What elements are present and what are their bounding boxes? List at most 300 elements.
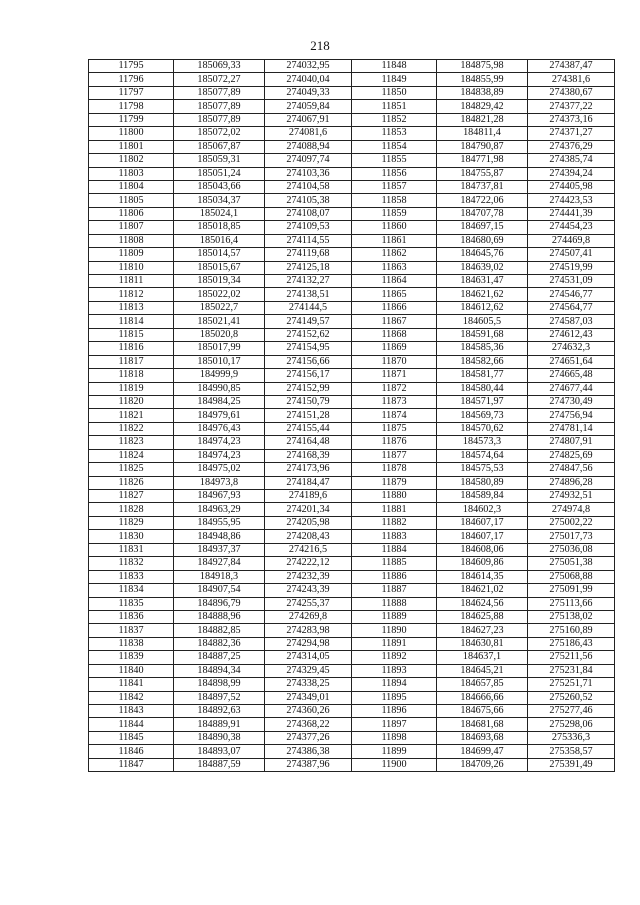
point-number-cell: 11858 <box>352 194 437 207</box>
point-number-cell: 11798 <box>89 100 174 113</box>
table-row <box>89 597 615 610</box>
y-coordinate-cell: 274108,07 <box>265 207 352 220</box>
table-row <box>89 234 615 247</box>
x-coordinate-cell: 184967,93 <box>174 490 265 503</box>
point-number-cell: 11878 <box>352 463 437 476</box>
point-number-cell: 11844 <box>89 718 174 731</box>
x-coordinate-cell: 184821,28 <box>437 113 528 126</box>
x-coordinate-cell: 184875,98 <box>437 60 528 73</box>
table-row <box>89 369 615 382</box>
y-coordinate-cell: 274349,01 <box>265 691 352 704</box>
y-coordinate-cell: 274152,62 <box>265 328 352 341</box>
point-number-cell: 11849 <box>352 73 437 86</box>
point-number-cell: 11872 <box>352 382 437 395</box>
point-number-cell: 11877 <box>352 449 437 462</box>
y-coordinate-cell: 275211,56 <box>528 651 615 664</box>
point-number-cell: 11863 <box>352 261 437 274</box>
x-coordinate-cell: 184892,63 <box>174 705 265 718</box>
point-number-cell: 11850 <box>352 86 437 99</box>
table-row <box>89 490 615 503</box>
y-coordinate-cell: 274932,51 <box>528 490 615 503</box>
point-number-cell: 11826 <box>89 476 174 489</box>
point-number-cell: 11816 <box>89 342 174 355</box>
x-coordinate-cell: 185051,24 <box>174 167 265 180</box>
y-coordinate-cell: 274381,6 <box>528 73 615 86</box>
x-coordinate-cell: 184612,62 <box>437 301 528 314</box>
x-coordinate-cell: 184896,79 <box>174 597 265 610</box>
x-coordinate-cell: 184602,3 <box>437 503 528 516</box>
point-number-cell: 11814 <box>89 315 174 328</box>
x-coordinate-cell: 184681,68 <box>437 718 528 731</box>
table-row <box>89 154 615 167</box>
y-coordinate-cell: 274612,43 <box>528 328 615 341</box>
point-number-cell: 11803 <box>89 167 174 180</box>
x-coordinate-cell: 184882,36 <box>174 637 265 650</box>
table-row <box>89 113 615 126</box>
y-coordinate-cell: 274097,74 <box>265 154 352 167</box>
y-coordinate-cell: 274825,69 <box>528 449 615 462</box>
point-number-cell: 11801 <box>89 140 174 153</box>
y-coordinate-cell: 274208,43 <box>265 530 352 543</box>
point-number-cell: 11830 <box>89 530 174 543</box>
x-coordinate-cell: 184974,23 <box>174 449 265 462</box>
y-coordinate-cell: 274314,05 <box>265 651 352 664</box>
table-row <box>89 315 615 328</box>
x-coordinate-cell: 185072,02 <box>174 127 265 140</box>
y-coordinate-cell: 274144,5 <box>265 301 352 314</box>
point-number-cell: 11829 <box>89 516 174 529</box>
x-coordinate-cell: 185015,67 <box>174 261 265 274</box>
table-row <box>89 382 615 395</box>
y-coordinate-cell: 275251,71 <box>528 678 615 691</box>
y-coordinate-cell: 275231,84 <box>528 664 615 677</box>
y-coordinate-cell: 275091,99 <box>528 584 615 597</box>
point-number-cell: 11821 <box>89 409 174 422</box>
y-coordinate-cell: 275336,3 <box>528 731 615 744</box>
point-number-cell: 11860 <box>352 221 437 234</box>
y-coordinate-cell: 274104,58 <box>265 180 352 193</box>
point-number-cell: 11898 <box>352 731 437 744</box>
point-number-cell: 11859 <box>352 207 437 220</box>
x-coordinate-cell: 184889,91 <box>174 718 265 731</box>
point-number-cell: 11867 <box>352 315 437 328</box>
x-coordinate-cell: 184894,34 <box>174 664 265 677</box>
y-coordinate-cell: 274088,94 <box>265 140 352 153</box>
x-coordinate-cell: 184621,02 <box>437 584 528 597</box>
point-number-cell: 11813 <box>89 301 174 314</box>
point-number-cell: 11812 <box>89 288 174 301</box>
point-number-cell: 11828 <box>89 503 174 516</box>
table-row <box>89 745 615 758</box>
y-coordinate-cell: 274155,44 <box>265 422 352 435</box>
point-number-cell: 11837 <box>89 624 174 637</box>
y-coordinate-cell: 274423,53 <box>528 194 615 207</box>
point-number-cell: 11836 <box>89 610 174 623</box>
x-coordinate-cell: 184699,47 <box>437 745 528 758</box>
point-number-cell: 11857 <box>352 180 437 193</box>
y-coordinate-cell: 274125,18 <box>265 261 352 274</box>
point-number-cell: 11861 <box>352 234 437 247</box>
x-coordinate-cell: 184621,62 <box>437 288 528 301</box>
y-coordinate-cell: 274105,38 <box>265 194 352 207</box>
y-coordinate-cell: 274546,77 <box>528 288 615 301</box>
point-number-cell: 11831 <box>89 543 174 556</box>
x-coordinate-cell: 184580,89 <box>437 476 528 489</box>
x-coordinate-cell: 184963,29 <box>174 503 265 516</box>
table-row <box>89 395 615 408</box>
x-coordinate-cell: 185077,89 <box>174 86 265 99</box>
x-coordinate-cell: 185019,34 <box>174 275 265 288</box>
table-row <box>89 530 615 543</box>
y-coordinate-cell: 274114,55 <box>265 234 352 247</box>
table-row <box>89 691 615 704</box>
x-coordinate-cell: 184737,81 <box>437 180 528 193</box>
y-coordinate-cell: 274386,38 <box>265 745 352 758</box>
point-number-cell: 11891 <box>352 637 437 650</box>
x-coordinate-cell: 185021,41 <box>174 315 265 328</box>
x-coordinate-cell: 184976,43 <box>174 422 265 435</box>
table-row <box>89 328 615 341</box>
point-number-cell: 11819 <box>89 382 174 395</box>
y-coordinate-cell: 274360,26 <box>265 705 352 718</box>
y-coordinate-cell: 274151,28 <box>265 409 352 422</box>
point-number-cell: 11799 <box>89 113 174 126</box>
table-row <box>89 73 615 86</box>
x-coordinate-cell: 184608,06 <box>437 543 528 556</box>
point-number-cell: 11804 <box>89 180 174 193</box>
x-coordinate-cell: 184645,76 <box>437 248 528 261</box>
y-coordinate-cell: 274405,98 <box>528 180 615 193</box>
y-coordinate-cell: 274132,27 <box>265 275 352 288</box>
y-coordinate-cell: 274269,8 <box>265 610 352 623</box>
point-number-cell: 11881 <box>352 503 437 516</box>
table-row <box>89 637 615 650</box>
x-coordinate-cell: 185014,57 <box>174 248 265 261</box>
y-coordinate-cell: 274329,45 <box>265 664 352 677</box>
coordinates-table <box>88 59 615 772</box>
point-number-cell: 11800 <box>89 127 174 140</box>
x-coordinate-cell: 185016,4 <box>174 234 265 247</box>
table-row <box>89 678 615 691</box>
y-coordinate-cell: 274847,56 <box>528 463 615 476</box>
x-coordinate-cell: 184790,87 <box>437 140 528 153</box>
y-coordinate-cell: 274469,8 <box>528 234 615 247</box>
x-coordinate-cell: 185020,8 <box>174 328 265 341</box>
point-number-cell: 11853 <box>352 127 437 140</box>
y-coordinate-cell: 274531,09 <box>528 275 615 288</box>
table-row <box>89 355 615 368</box>
point-number-cell: 11822 <box>89 422 174 435</box>
y-coordinate-cell: 274138,51 <box>265 288 352 301</box>
point-number-cell: 11843 <box>89 705 174 718</box>
point-number-cell: 11811 <box>89 275 174 288</box>
table-row <box>89 570 615 583</box>
x-coordinate-cell: 184999,9 <box>174 369 265 382</box>
y-coordinate-cell: 275391,49 <box>528 758 615 771</box>
y-coordinate-cell: 274338,25 <box>265 678 352 691</box>
table-row <box>89 503 615 516</box>
point-number-cell: 11874 <box>352 409 437 422</box>
table-row <box>89 584 615 597</box>
x-coordinate-cell: 184639,02 <box>437 261 528 274</box>
x-coordinate-cell: 184984,25 <box>174 395 265 408</box>
x-coordinate-cell: 184637,1 <box>437 651 528 664</box>
x-coordinate-cell: 184887,59 <box>174 758 265 771</box>
point-number-cell: 11871 <box>352 369 437 382</box>
y-coordinate-cell: 274189,6 <box>265 490 352 503</box>
y-coordinate-cell: 274243,39 <box>265 584 352 597</box>
x-coordinate-cell: 184607,17 <box>437 516 528 529</box>
y-coordinate-cell: 274154,95 <box>265 342 352 355</box>
x-coordinate-cell: 184973,8 <box>174 476 265 489</box>
point-number-cell: 11805 <box>89 194 174 207</box>
y-coordinate-cell: 275160,89 <box>528 624 615 637</box>
y-coordinate-cell: 274173,96 <box>265 463 352 476</box>
x-coordinate-cell: 185067,87 <box>174 140 265 153</box>
page-number: 218 <box>310 38 330 53</box>
point-number-cell: 11818 <box>89 369 174 382</box>
x-coordinate-cell: 184627,23 <box>437 624 528 637</box>
table-row <box>89 248 615 261</box>
y-coordinate-cell: 275036,08 <box>528 543 615 556</box>
x-coordinate-cell: 184882,85 <box>174 624 265 637</box>
y-coordinate-cell: 274149,57 <box>265 315 352 328</box>
y-coordinate-cell: 275017,73 <box>528 530 615 543</box>
table-row <box>89 718 615 731</box>
point-number-cell: 11864 <box>352 275 437 288</box>
x-coordinate-cell: 184631,47 <box>437 275 528 288</box>
y-coordinate-cell: 274040,04 <box>265 73 352 86</box>
y-coordinate-cell: 274385,74 <box>528 154 615 167</box>
x-coordinate-cell: 184693,68 <box>437 731 528 744</box>
point-number-cell: 11796 <box>89 73 174 86</box>
y-coordinate-cell: 274216,5 <box>265 543 352 556</box>
y-coordinate-cell: 274730,49 <box>528 395 615 408</box>
y-coordinate-cell: 274119,68 <box>265 248 352 261</box>
point-number-cell: 11873 <box>352 395 437 408</box>
y-coordinate-cell: 274371,27 <box>528 127 615 140</box>
point-number-cell: 11834 <box>89 584 174 597</box>
y-coordinate-cell: 274232,39 <box>265 570 352 583</box>
x-coordinate-cell: 184624,56 <box>437 597 528 610</box>
x-coordinate-cell: 184709,26 <box>437 758 528 771</box>
x-coordinate-cell: 184607,17 <box>437 530 528 543</box>
x-coordinate-cell: 184990,85 <box>174 382 265 395</box>
x-coordinate-cell: 184585,36 <box>437 342 528 355</box>
x-coordinate-cell: 185034,37 <box>174 194 265 207</box>
point-number-cell: 11795 <box>89 60 174 73</box>
table-row <box>89 449 615 462</box>
point-number-cell: 11809 <box>89 248 174 261</box>
table-row <box>89 342 615 355</box>
point-number-cell: 11897 <box>352 718 437 731</box>
x-coordinate-cell: 185077,89 <box>174 100 265 113</box>
x-coordinate-cell: 184666,66 <box>437 691 528 704</box>
x-coordinate-cell: 184580,44 <box>437 382 528 395</box>
table-row <box>89 664 615 677</box>
table-row <box>89 207 615 220</box>
y-coordinate-cell: 274049,33 <box>265 86 352 99</box>
table-row <box>89 167 615 180</box>
x-coordinate-cell: 184897,52 <box>174 691 265 704</box>
y-coordinate-cell: 274587,03 <box>528 315 615 328</box>
x-coordinate-cell: 185072,27 <box>174 73 265 86</box>
x-coordinate-cell: 185018,85 <box>174 221 265 234</box>
y-coordinate-cell: 274368,22 <box>265 718 352 731</box>
x-coordinate-cell: 184625,88 <box>437 610 528 623</box>
point-number-cell: 11875 <box>352 422 437 435</box>
y-coordinate-cell: 274756,94 <box>528 409 615 422</box>
point-number-cell: 11889 <box>352 610 437 623</box>
point-number-cell: 11865 <box>352 288 437 301</box>
x-coordinate-cell: 184614,35 <box>437 570 528 583</box>
x-coordinate-cell: 184575,53 <box>437 463 528 476</box>
point-number-cell: 11848 <box>352 60 437 73</box>
x-coordinate-cell: 184707,78 <box>437 207 528 220</box>
point-number-cell: 11854 <box>352 140 437 153</box>
point-number-cell: 11870 <box>352 355 437 368</box>
table-row <box>89 436 615 449</box>
y-coordinate-cell: 274564,77 <box>528 301 615 314</box>
y-coordinate-cell: 275186,43 <box>528 637 615 650</box>
point-number-cell: 11879 <box>352 476 437 489</box>
x-coordinate-cell: 184893,07 <box>174 745 265 758</box>
point-number-cell: 11823 <box>89 436 174 449</box>
table-row <box>89 624 615 637</box>
y-coordinate-cell: 274807,91 <box>528 436 615 449</box>
x-coordinate-cell: 184948,86 <box>174 530 265 543</box>
point-number-cell: 11886 <box>352 570 437 583</box>
y-coordinate-cell: 274168,39 <box>265 449 352 462</box>
y-coordinate-cell: 274519,99 <box>528 261 615 274</box>
point-number-cell: 11895 <box>352 691 437 704</box>
point-number-cell: 11890 <box>352 624 437 637</box>
table-row <box>89 610 615 623</box>
y-coordinate-cell: 274974,8 <box>528 503 615 516</box>
x-coordinate-cell: 184569,73 <box>437 409 528 422</box>
x-coordinate-cell: 184582,66 <box>437 355 528 368</box>
point-number-cell: 11894 <box>352 678 437 691</box>
point-number-cell: 11839 <box>89 651 174 664</box>
x-coordinate-cell: 185043,66 <box>174 180 265 193</box>
y-coordinate-cell: 274156,17 <box>265 369 352 382</box>
x-coordinate-cell: 184898,99 <box>174 678 265 691</box>
coordinates-table-body <box>89 60 615 772</box>
y-coordinate-cell: 274201,34 <box>265 503 352 516</box>
point-number-cell: 11851 <box>352 100 437 113</box>
point-number-cell: 11899 <box>352 745 437 758</box>
table-row <box>89 543 615 556</box>
y-coordinate-cell: 275051,38 <box>528 557 615 570</box>
x-coordinate-cell: 184630,81 <box>437 637 528 650</box>
point-number-cell: 11846 <box>89 745 174 758</box>
point-number-cell: 11841 <box>89 678 174 691</box>
x-coordinate-cell: 184890,38 <box>174 731 265 744</box>
point-number-cell: 11824 <box>89 449 174 462</box>
table-row <box>89 516 615 529</box>
point-number-cell: 11840 <box>89 664 174 677</box>
y-coordinate-cell: 274150,79 <box>265 395 352 408</box>
x-coordinate-cell: 185022,02 <box>174 288 265 301</box>
x-coordinate-cell: 184573,3 <box>437 436 528 449</box>
x-coordinate-cell: 184675,66 <box>437 705 528 718</box>
y-coordinate-cell: 274067,91 <box>265 113 352 126</box>
y-coordinate-cell: 274283,98 <box>265 624 352 637</box>
y-coordinate-cell: 274373,16 <box>528 113 615 126</box>
point-number-cell: 11862 <box>352 248 437 261</box>
x-coordinate-cell: 184574,64 <box>437 449 528 462</box>
point-number-cell: 11882 <box>352 516 437 529</box>
point-number-cell: 11856 <box>352 167 437 180</box>
x-coordinate-cell: 184975,02 <box>174 463 265 476</box>
point-number-cell: 11825 <box>89 463 174 476</box>
y-coordinate-cell: 274632,3 <box>528 342 615 355</box>
x-coordinate-cell: 184755,87 <box>437 167 528 180</box>
point-number-cell: 11806 <box>89 207 174 220</box>
x-coordinate-cell: 184605,5 <box>437 315 528 328</box>
point-number-cell: 11893 <box>352 664 437 677</box>
point-number-cell: 11896 <box>352 705 437 718</box>
y-coordinate-cell: 274651,64 <box>528 355 615 368</box>
point-number-cell: 11880 <box>352 490 437 503</box>
y-coordinate-cell: 274059,84 <box>265 100 352 113</box>
y-coordinate-cell: 274103,36 <box>265 167 352 180</box>
point-number-cell: 11838 <box>89 637 174 650</box>
x-coordinate-cell: 184645,21 <box>437 664 528 677</box>
point-number-cell: 11845 <box>89 731 174 744</box>
table-row <box>89 275 615 288</box>
point-number-cell: 11852 <box>352 113 437 126</box>
table-row <box>89 288 615 301</box>
x-coordinate-cell: 184918,3 <box>174 570 265 583</box>
x-coordinate-cell: 184887,25 <box>174 651 265 664</box>
x-coordinate-cell: 184589,84 <box>437 490 528 503</box>
table-row <box>89 261 615 274</box>
table-row <box>89 194 615 207</box>
x-coordinate-cell: 185069,33 <box>174 60 265 73</box>
point-number-cell: 11869 <box>352 342 437 355</box>
x-coordinate-cell: 184974,23 <box>174 436 265 449</box>
y-coordinate-cell: 274896,28 <box>528 476 615 489</box>
y-coordinate-cell: 275138,02 <box>528 610 615 623</box>
x-coordinate-cell: 184591,68 <box>437 328 528 341</box>
x-coordinate-cell: 184771,98 <box>437 154 528 167</box>
table-row <box>89 127 615 140</box>
x-coordinate-cell: 185059,31 <box>174 154 265 167</box>
table-row <box>89 140 615 153</box>
y-coordinate-cell: 275113,66 <box>528 597 615 610</box>
point-number-cell: 11847 <box>89 758 174 771</box>
table-row <box>89 731 615 744</box>
point-number-cell: 11815 <box>89 328 174 341</box>
point-number-cell: 11808 <box>89 234 174 247</box>
y-coordinate-cell: 274255,37 <box>265 597 352 610</box>
y-coordinate-cell: 274781,14 <box>528 422 615 435</box>
x-coordinate-cell: 185017,99 <box>174 342 265 355</box>
y-coordinate-cell: 274377,26 <box>265 731 352 744</box>
point-number-cell: 11868 <box>352 328 437 341</box>
y-coordinate-cell: 274205,98 <box>265 516 352 529</box>
table-row <box>89 758 615 771</box>
y-coordinate-cell: 274394,24 <box>528 167 615 180</box>
point-number-cell: 11866 <box>352 301 437 314</box>
y-coordinate-cell: 274032,95 <box>265 60 352 73</box>
y-coordinate-cell: 274152,99 <box>265 382 352 395</box>
table-row <box>89 221 615 234</box>
x-coordinate-cell: 184937,37 <box>174 543 265 556</box>
point-number-cell: 11802 <box>89 154 174 167</box>
point-number-cell: 11855 <box>352 154 437 167</box>
